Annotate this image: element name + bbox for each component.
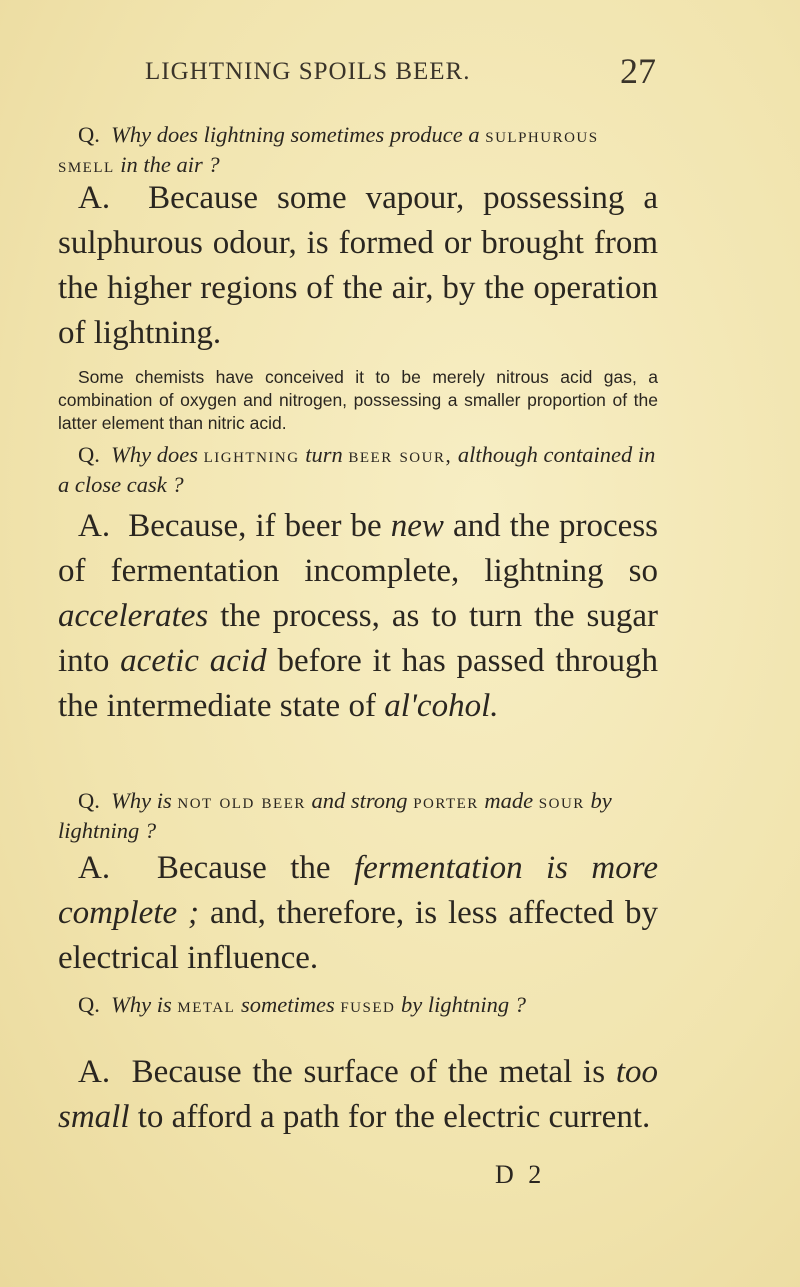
answer-3: A. Because the fermentation is more complete ; and, therefore, is less affected by electrical influence. [58, 850, 658, 976]
question-label: Q. [78, 122, 100, 147]
answer-2: A. Because, if beer be new and the process of fermentation incomplete, lightning so accelerates the process, as to turn the sugar into acetic acid before it has passed through the intermediate state of al'cohol. [58, 508, 659, 724]
footnote-1: Some chemists have conceived it to be merely nitrous acid gas, a combination of oxygen and nitrogen, possessing a smaller proportion of the latter element than nitric acid. [58, 367, 658, 433]
answer-label: A. [78, 180, 111, 216]
question-2: Q. Why does lightning turn beer sour, although contained in a close cask ? [58, 442, 656, 497]
answer-4: A. Because the surface of the metal is too small to afford a path for the electric current. [58, 1054, 658, 1135]
answer-1: A. Because some vapour, possessing a sulphurous odour, is formed or brought from the higher regions of the air, by the operation of lightning. [58, 180, 658, 351]
question-3: Q. Why is not old beer and strong porter made sour by lightning ? [58, 788, 612, 843]
page-title: LIGHTNING SPOILS BEER. [145, 58, 471, 85]
page-number: 27 [620, 51, 656, 91]
question-4: Q. Why is metal sometimes fused by lightning ? [78, 992, 526, 1017]
signature-mark: D 2 [495, 1160, 546, 1189]
question-1: Q. Why does lightning sometimes produce a sulphurous smell in the air ? [58, 122, 599, 177]
